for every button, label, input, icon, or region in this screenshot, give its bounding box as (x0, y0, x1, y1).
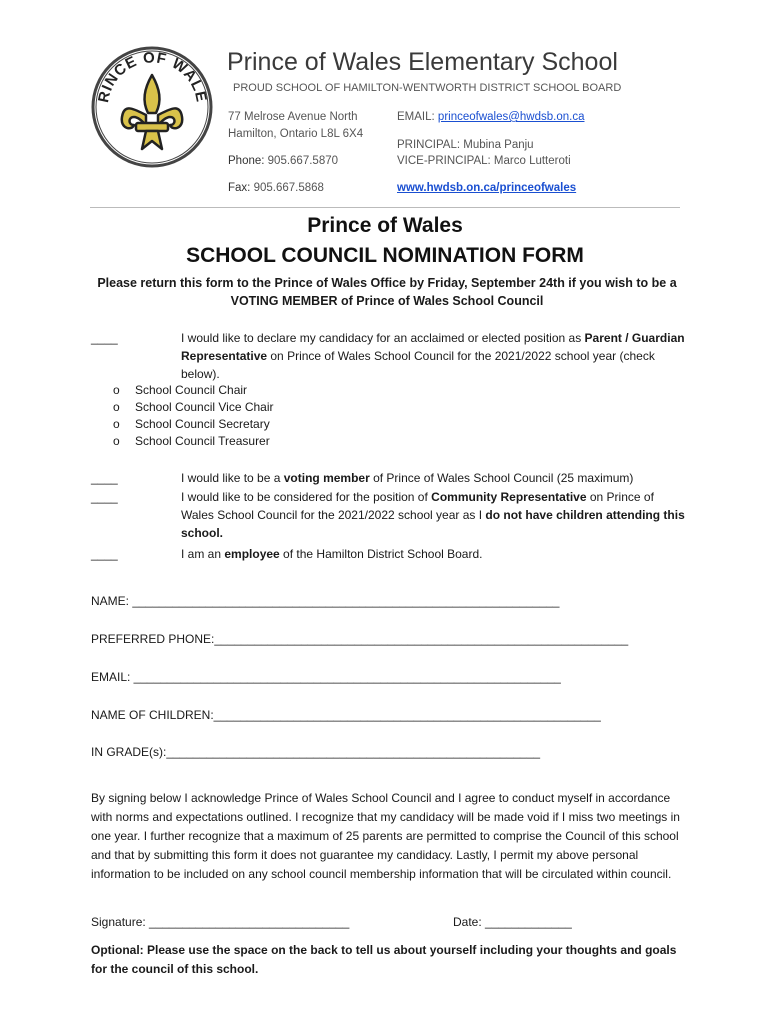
list-item[interactable]: o School Council Secretary (113, 417, 270, 431)
email-label: EMAIL: (397, 111, 435, 123)
voting-member-text: I would like to be a voting member of Prince of Wales School Council (25 maximum) (181, 471, 634, 485)
acknowledgement-text: By signing below I acknowledge Prince of Wales School Council and I agree to conduct myself in accordance with norms and expectations outlined. I recognize that my candidacy will be made void if I miss two meetings in one year. I further recognize that a maximum of 25 parents are permitted to comprise the Council of this school and that by submitting this form it does not guarantee my candidacy. Lastly, I permit my above personal information to be included on any school council membership information that will be circulated within council. (91, 791, 680, 881)
instructions: Please return this form to the Prince of Wales Office by Friday, September 24th if you wish to be a VOTING MEMBER of Prince of Wales School Council (97, 276, 677, 308)
candidacy-checkbox[interactable]: ____ (91, 331, 118, 345)
website-link[interactable]: www.hwdsb.on.ca/princeofwales (397, 182, 577, 194)
signature-field[interactable]: Signature: ______________________________ (91, 915, 350, 929)
school-name: Prince of Wales Elementary School (227, 48, 618, 76)
phone-value: 905.667.5870 (267, 155, 339, 167)
vice-principal: VICE-PRINCIPAL: Marco Lutteroti (397, 155, 571, 167)
optional-note: Optional: Please use the space on the back to tell us about yourself including your thoughts and goals for the council of this school. (91, 943, 677, 976)
header-divider (90, 207, 680, 208)
fax-value: 905.667.5868 (253, 182, 324, 194)
employee-checkbox[interactable]: ____ (91, 547, 118, 561)
principal: PRINCIPAL: Mubina Panju (397, 139, 534, 151)
list-item[interactable]: o School Council Vice Chair (113, 400, 274, 414)
phone-field[interactable]: PREFERRED PHONE:______________________________________________________________ (91, 632, 629, 646)
list-item[interactable]: o School Council Chair (113, 383, 248, 397)
candidacy-text: I would like to declare my candidacy for an acclaimed or elected position as Parent / Guardian Representative on Prince of Wales School Council for the 2021/2022 school year (check below). (181, 331, 685, 381)
fleur-de-lis-icon (90, 45, 215, 170)
email-link[interactable]: princeofwales@hwdsb.on.ca (437, 111, 585, 123)
fax-label: Fax: (228, 182, 251, 194)
address-line-1: 77 Melrose Avenue North (228, 111, 358, 123)
employee-text: I am an employee of the Hamilton District School Board. (181, 547, 483, 561)
email-line (397, 111, 584, 123)
children-field[interactable]: NAME OF CHILDREN:__________________________________________________________ (91, 708, 601, 722)
position-list (113, 382, 274, 450)
email-field[interactable]: EMAIL: ________________________________________________________________ (91, 670, 561, 684)
phone-line (228, 155, 338, 167)
name-field[interactable]: NAME: ________________________________________________________________ (91, 594, 560, 608)
fax-line (228, 182, 324, 194)
list-item[interactable]: o School Council Treasurer (113, 434, 270, 448)
form-title-school: Prince of Wales (307, 214, 463, 237)
website-line (397, 182, 576, 194)
phone-label: Phone: (228, 155, 265, 167)
date-field[interactable]: Date: _____________ (453, 915, 572, 929)
form-title: SCHOOL COUNCIL NOMINATION FORM (186, 244, 584, 267)
svg-text:PRINCE OF WALES: RINCE OF WALE (95, 49, 210, 105)
school-logo (90, 45, 215, 170)
grade-field[interactable]: IN GRADE(s):________________________________________________________ (91, 745, 541, 759)
voting-member-checkbox[interactable]: ____ (91, 471, 118, 485)
address-line-2: Hamilton, Ontario L8L 6X4 (228, 128, 364, 140)
school-subtitle: PROUD SCHOOL OF HAMILTON-WENTWORTH DISTRICT SCHOOL BOARD (233, 82, 622, 94)
community-rep-text: I would like to be considered for the position of Community Representative on Prince of Wales School Council for the 2021/2022 school year as I do not have children attending this school. (181, 490, 685, 540)
community-rep-checkbox[interactable]: ____ (91, 490, 118, 504)
